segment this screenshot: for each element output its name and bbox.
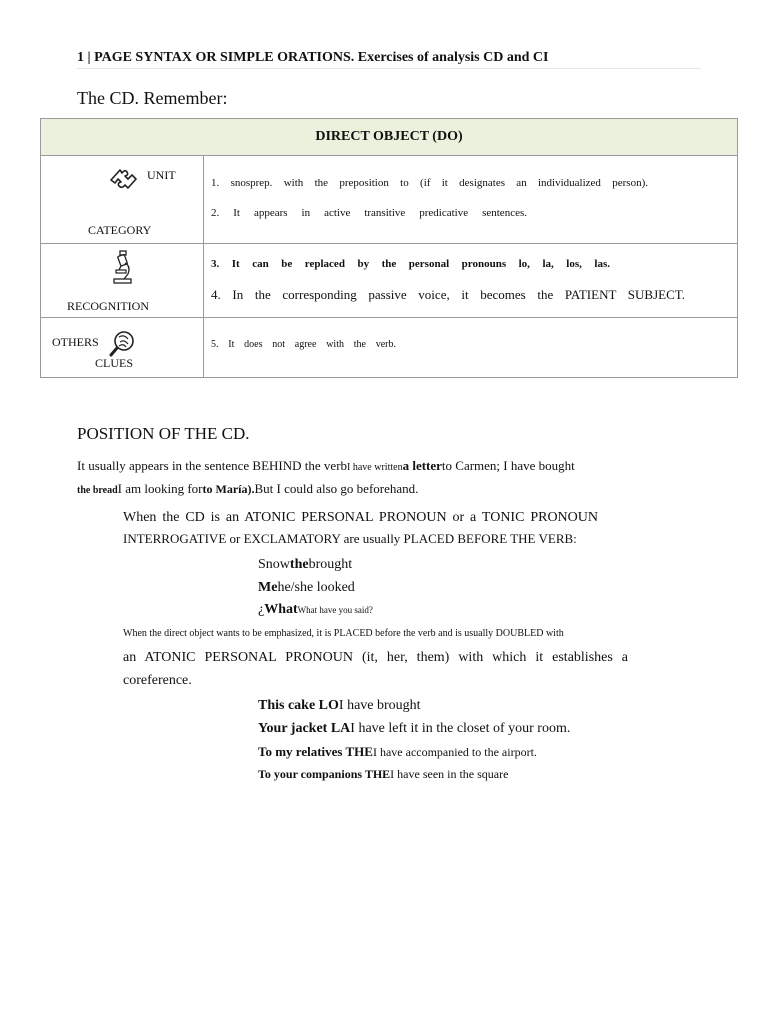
example-line (258, 744, 537, 760)
criterion-item: 4. In the corresponding passive voice, it becomes the PATIENT SUBJECT. (211, 287, 685, 302)
criterion-item: 1. snosprep. with the preposition to (if it designates an individualized person). (211, 177, 648, 189)
example-text: Snow (258, 557, 290, 572)
intro-text: the bread (77, 485, 118, 496)
row-content-cell (204, 156, 738, 244)
example-text: What have you said? (297, 605, 373, 615)
row-label-cell (41, 244, 204, 318)
bullet-2-line-3: coreference. (123, 673, 192, 688)
intro-text: to Carmen; I have bought (441, 458, 575, 473)
example-emphasis: the (289, 557, 309, 572)
example-text: I have left it in the closet of your room. (350, 721, 571, 736)
example-emphasis: This cake LO (258, 698, 339, 713)
unit-label: UNIT (147, 168, 176, 182)
header-divider (77, 68, 701, 69)
example-text: ¿ (258, 602, 265, 617)
others-label: OTHERS (52, 335, 99, 349)
table-row (41, 156, 738, 244)
criterion-item: 3. It can be replaced by the personal pronouns lo, la, los, las. (211, 258, 610, 270)
intro-text: I am looking for (117, 481, 203, 496)
example-text: I have accompanied to the airport. (372, 745, 537, 759)
example-emphasis: What (264, 602, 298, 617)
section-title: POSITION OF THE CD. (77, 424, 250, 443)
intro-line-1 (77, 458, 575, 474)
example-emphasis: To my relatives THE (258, 744, 373, 759)
intro-text: to María). (202, 482, 255, 496)
intro-text: a letter (402, 458, 442, 473)
row-label-cell (41, 318, 204, 378)
intro-text: I have written (347, 462, 403, 473)
row-content-cell (204, 318, 738, 378)
example-line (258, 721, 570, 737)
example-line (258, 767, 508, 782)
example-line (258, 602, 373, 618)
bullet-1-line-1: When the CD is an ATONIC PERSONAL PRONOUN or a TONIC PRONOUN (123, 510, 598, 525)
table-row (41, 244, 738, 318)
example-emphasis: To your companions THE (258, 767, 391, 781)
example-line (258, 557, 352, 573)
intro-text: But I could also go beforehand. (254, 481, 419, 496)
bullet-2-line-2: an ATONIC PERSONAL PRONOUN (it, her, them) with which it establishes a (123, 650, 628, 665)
example-text: I have brought (338, 698, 421, 713)
example-text: brought (308, 557, 353, 572)
direct-object-table (40, 118, 738, 378)
category-label: CATEGORY (88, 223, 152, 237)
recognition-label: RECOGNITION (67, 299, 149, 313)
example-text: he/she looked (277, 580, 355, 595)
example-emphasis: Me (258, 580, 278, 595)
intro-text: It usually appears in the sentence BEHIND the verb (77, 458, 348, 473)
bullet-2-line-1: When the direct object wants to be emphasized, it is PLACED before the verb and is usually DOUBLED with (123, 628, 564, 639)
row-content-cell (204, 244, 738, 318)
table-row (41, 318, 738, 378)
clues-label: CLUES (95, 356, 134, 370)
bullet-1-line-2: INTERROGATIVE or EXCLAMATORY are usually PLACED BEFORE THE VERB: (123, 531, 577, 546)
magnifying-glass-icon (107, 328, 139, 358)
table-heading: DIRECT OBJECT (DO) (41, 119, 738, 156)
intro-line-2 (77, 481, 418, 497)
puzzle-piece-icon (108, 164, 140, 194)
criterion-item: 5. It does not agree with the verb. (211, 339, 396, 350)
example-emphasis: Your jacket LA (258, 721, 351, 736)
section-subtitle: The CD. Remember: (77, 88, 228, 108)
criterion-item: 2. It appears in active transitive predicative sentences. (211, 207, 527, 219)
page-header: 1 | PAGE SYNTAX OR SIMPLE ORATIONS. Exercises of analysis CD and CI (77, 50, 549, 65)
example-text: I have seen in the square (390, 767, 509, 781)
microscope-icon (111, 250, 135, 284)
row-label-cell (41, 156, 204, 244)
example-line (258, 698, 421, 714)
example-line (258, 580, 355, 596)
